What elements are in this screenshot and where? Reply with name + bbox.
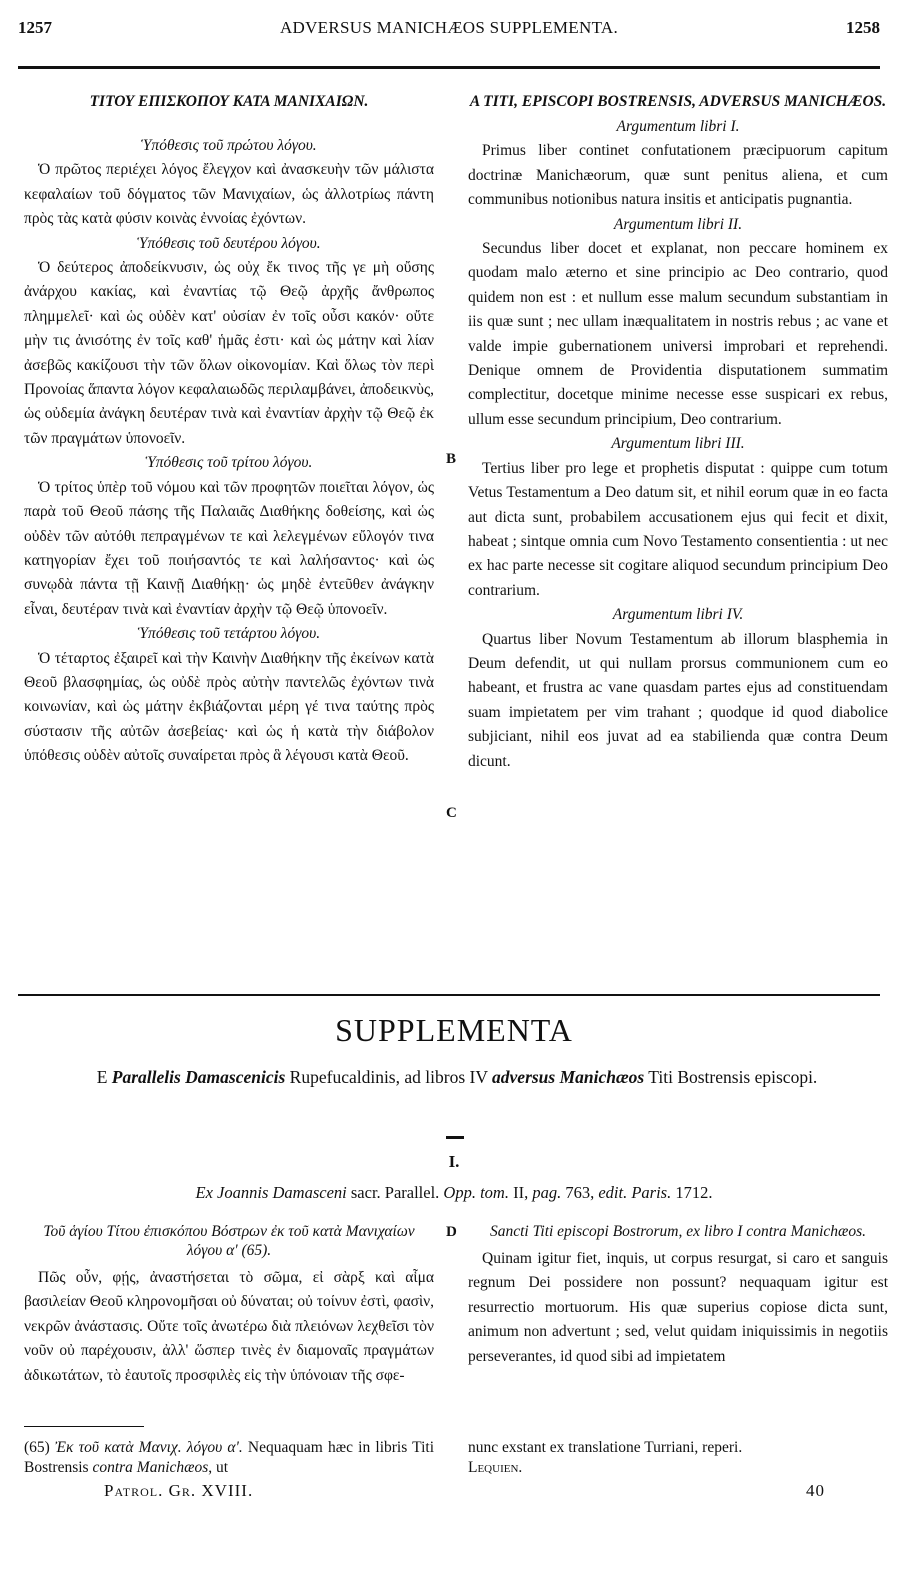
running-title: ADVERSUS MANICHÆOS SUPPLEMENTA. — [279, 18, 619, 37]
latin-paragraph-2: Secundus liber docet et explanat, non peccare hominem ex quodam malo æterno et sine principio ac Deo contrario, quod quidem non est : et nullum esse malum secundum substantiam in iis quæ sunt ; nec ullam inæqualitatem in nostris rebus ; ac vane et valde impie gubernationem universi improbari et reprehendi. Denique omnem de Providentia disputationem summatim complectitur, docetque minime necesse esse suspicari ex rebus, ullum esse secundum principium, Deo contrarium. — [468, 240, 888, 428]
running-header — [18, 18, 880, 42]
header-rule — [18, 66, 880, 69]
page-number-left: 1257 — [18, 18, 52, 37]
fragment-latin-title: Sancti Titi episcopi Bostrorum, ex libro I contra Manichæos. — [490, 1223, 866, 1240]
supplementa-heading: SUPPLEMENTA — [335, 1012, 573, 1048]
greek-paragraph-4: Ὁ τέταρτος ἐξαιρεῖ καὶ τὴν Καινὴν Διαθήκην τῆς ἐκείνων κατὰ Θεοῦ βλασφημίας, ὡς οὐδὲ πρὸς αὐτὴν παντελῶς ἐχόντων τινὰ κοινωνίαν, καὶ ὡς μάτην ἐκβιάζονται μέρη γέ τινα ταύτης πρὸς σύστασιν τῆς αὐτῶν ἀσεβείας· καὶ ὡς ἡ κατὰ τὴν διάβολον ὑπόθεσις οὐδὲν αὐτοῖς συναίρεται πρὸς ἃ λέγουσι κατὰ Θεοῦ. — [24, 649, 434, 765]
sheet-number: 40 — [806, 1481, 825, 1500]
latin-argument-4: Argumentum libri IV. — [612, 606, 744, 624]
margin-letter-b: B — [446, 451, 457, 467]
greek-argument-3: Ὑπόθεσις τοῦ τρίτου λόγου. — [145, 454, 313, 472]
greek-column — [24, 92, 434, 769]
section-dash — [446, 1136, 464, 1139]
latin-title: A TITI, EPISCOPI BOSTRENSIS, ADVERSUS MANICHÆOS. — [469, 93, 887, 110]
latin-paragraph-3: Tertius liber pro lege et prophetis disputat : quippe cum totum Vetus Testamentum a Deo datum sit, et nihil eorum quæ in eo facta aut dicta sunt, probabilem accusationem ejus qui fecit et dixit, habeat ; sintque omnia cum Novo Testamento consentientia : ut nec ex hac parte necesse sit cogitare aliquod secundum principium Deo contrarium. — [468, 459, 888, 599]
footnote-right: nunc exstant ex translatione Turriani, reperi. Lequien. — [468, 1439, 743, 1476]
margin-letter-d: D — [446, 1224, 457, 1240]
footnote-rule — [24, 1426, 144, 1427]
latin-paragraph-1: Primus liber continet confutationem præcipuorum capitum doctrinæ Manichæorum, quæ sunt penitus aliena, et cum communibus notionibus natura insitis et anticipatis pugnantia. — [468, 142, 888, 209]
section-rule — [18, 994, 880, 996]
fragment-number: I. — [448, 1152, 460, 1171]
fragment-latin-text: Quinam igitur fiet, inquis, ut corpus resurgat, si caro et sanguis regnum Dei possidere non possunt? nequaquam igitur est resurrectio mortuorum. His quæ superius copiose dicta sunt, animum non advertunt ; sed, velut quidam iniquissimis in negotiis perseverantes, id quod sibi ad impietatem — [468, 1250, 888, 1365]
greek-paragraph-2: Ὁ δεύτερος ἀποδείκνυσιν, ὡς οὐχ ἔκ τινος τῆς γε μὴ οὔσης ἀνάρχου κακίας, καὶ ἐναντίας τῷ Θεῷ ἀρχῆς ἄνθρωπος πλημμελεῖ· καὶ ὡς οὐδὲν κατ' οὐσίαν ἐν τοῖς οὖσι κακόν· οὔτε μὴν τις ἀνισότης ἐν τοῖς καθ' ἡμᾶς ἐστι· καὶ ὡς μάτην καὶ λίαν ἀσεβῶς κακίζουσι τὴν τῶν ὅλων οἰκονομίαν. Καὶ ὅλως τὸν περὶ Προνοίας ἅπαντα λόγον κεφαλαιωδῶς περιλαμβάνει, ἀποδεικνὺς, ὡς οὐδεμία ἀνάγκη δευτέραν τινὰ καὶ ἐναντίαν ἀρχὴν τῷ Θεῷ ἐκ τῶν πραγμάτων ὑπονοεῖν. — [24, 259, 434, 447]
page-number-right: 1258 — [846, 18, 880, 37]
greek-title: ΤΙΤΟΥ ΕΠΙΣΚΟΠΟΥ ΚΑΤΑ ΜΑΝΙΧΑΙΩΝ. — [89, 93, 369, 110]
footnote-left: (65) Ἐκ τοῦ κατὰ Μανιχ. λόγου α'. Nequaquam hæc in libris Titi Bostrensis contra Manichæos, ut — [24, 1439, 435, 1476]
fragment-latin — [468, 1222, 888, 1369]
supplementa-subtitle: E Parallelis Damascenicis Rupefucaldinis, ad libros IV adversus Manichæos Titi Bostrensis episcopi. — [96, 1067, 818, 1087]
margin-letter-c: C — [446, 805, 457, 821]
fragment-greek-text: Πῶς οὖν, φῄς, ἀναστήσεται τὸ σῶμα, εἰ σὰρξ καὶ αἷμα βασιλείαν Θεοῦ κληρονομῆσαι οὐ δύναται; οὐ τοίνυν ἐστὶ, φασὶν, νεκρῶν ἀνάστασις. Οὔτε τοῖς ἀνωτέρω διὰ πλειόνων λεχθεῖσι τὸν νοῦν οὐ παρέχουσιν, ἀλλ' ὥσπερ τινὲς ἐν διαμοναῖς πραγμάτων ἀδικωτάτων, τὸ ἑαυτοῖς προσφιλὲς εἰς τὴν ὑπόνοιαν τῆς σφε- — [24, 1269, 434, 1384]
latin-argument-2: Argumentum libri II. — [613, 215, 743, 233]
fragment-source: Ex Joannis Damasceni sacr. Parallel. Opp. tom. II, pag. 763, edit. Paris. 1712. — [195, 1183, 713, 1202]
greek-paragraph-1: Ὁ πρῶτος περιέχει λόγος ἔλεγχον καὶ ἀνασκευὴν τῶν μάλιστα κεφαλαίων τοῦ δόγματος τῶν Μανιχαίων, ὡς ἀλλοτρίως πάντη πρὸς τὰς κατὰ φύσιν κοινὰς ἐννοίας ἐχόντων. — [24, 161, 434, 228]
patrology-signature: Patrol. Gr. XVIII. — [104, 1481, 254, 1500]
latin-column — [468, 92, 888, 774]
latin-argument-3: Argumentum libri III. — [611, 435, 745, 453]
latin-paragraph-4: Quartus liber Novum Testamentum ab illorum blasphemia in Deum defendit, ut qui nullam prorsus communionem cum eo habeant, et frustra ac vane quasdam partes ejus ad constituendam suam impietatem per vim trahant ; quodque id quod diabolice subjiciant, nihil eos juvat ad ea stabilienda quæ contra Deum dicunt. — [468, 630, 888, 770]
fragment-greek — [24, 1222, 434, 1388]
latin-argument-1: Argumentum libri I. — [616, 118, 740, 135]
fragment-greek-title: Τοῦ ἁγίου Τίτου ἐπισκόπου Βόστρων ἐκ τοῦ κατὰ Μανιχαίων λόγου α' (65). — [43, 1223, 415, 1259]
greek-argument-1: Ὑπόθεσις τοῦ πρώτου λόγου. — [141, 137, 317, 154]
greek-paragraph-3: Ὁ τρίτος ὑπὲρ τοῦ νόμου καὶ τῶν προφητῶν ποιεῖται λόγον, ὡς παρὰ τοῦ Θεοῦ πάσης τῆς Παλαιᾶς Διαθήκης δοθείσης, καὶ ὡς οὐδὲν τῶν αὐτόθι πεπραγμένων τε καὶ λελεγμένων εὔλογόν τινα κατηγορίαν ἔχει τοῦ ποιήσαντός τε καὶ λαλήσαντος· καὶ ὡς συνῳδὰ πάντα τῇ Καινῇ Διαθήκῃ· ὡς μηδὲ ἐντεῦθεν ἀνάγκην εἶναι, δευτέραν τινὰ καὶ ἐναντίαν ἀρχὴν τῷ Θεῷ ὑπονοεῖν. — [24, 478, 434, 618]
greek-argument-2: Ὑπόθεσις τοῦ δευτέρου λόγου. — [137, 234, 321, 252]
greek-argument-4: Ὑπόθεσις τοῦ τετάρτου λόγου. — [137, 625, 321, 643]
